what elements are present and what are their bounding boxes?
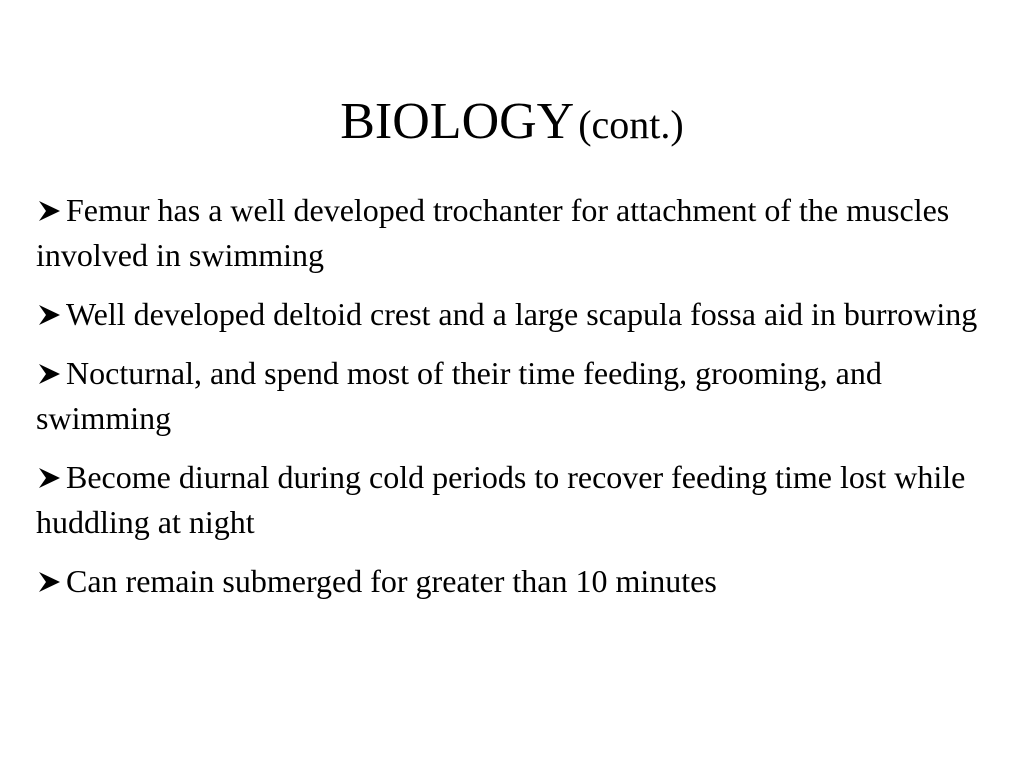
bullet-text: Become diurnal during cold periods to recover feeding time lost while huddling at night	[36, 459, 966, 540]
bullet-item	[36, 455, 996, 545]
arrowhead-bullet-icon	[36, 569, 64, 595]
slide-title	[0, 93, 1024, 150]
arrowhead-bullet-icon	[36, 198, 64, 224]
bullet-item	[36, 351, 996, 441]
arrowhead-bullet-icon	[36, 361, 64, 387]
title-subtitle: (cont.)	[578, 102, 684, 147]
bullet-list	[36, 188, 996, 618]
arrowhead-bullet-icon	[36, 465, 64, 491]
bullet-text: Well developed deltoid crest and a large scapula fossa aid in burrowing	[66, 296, 978, 332]
bullet-text: Nocturnal, and spend most of their time feeding, grooming, and swimming	[36, 355, 882, 436]
bullet-text: Can remain submerged for greater than 10 minutes	[66, 563, 717, 599]
bullet-item	[36, 559, 996, 604]
bullet-text: Femur has a well developed trochanter for attachment of the muscles involved in swimming	[36, 192, 950, 273]
arrowhead-bullet-icon	[36, 302, 64, 328]
bullet-item	[36, 188, 996, 278]
bullet-item	[36, 292, 996, 337]
title-main: BIOLOGY	[340, 93, 575, 150]
